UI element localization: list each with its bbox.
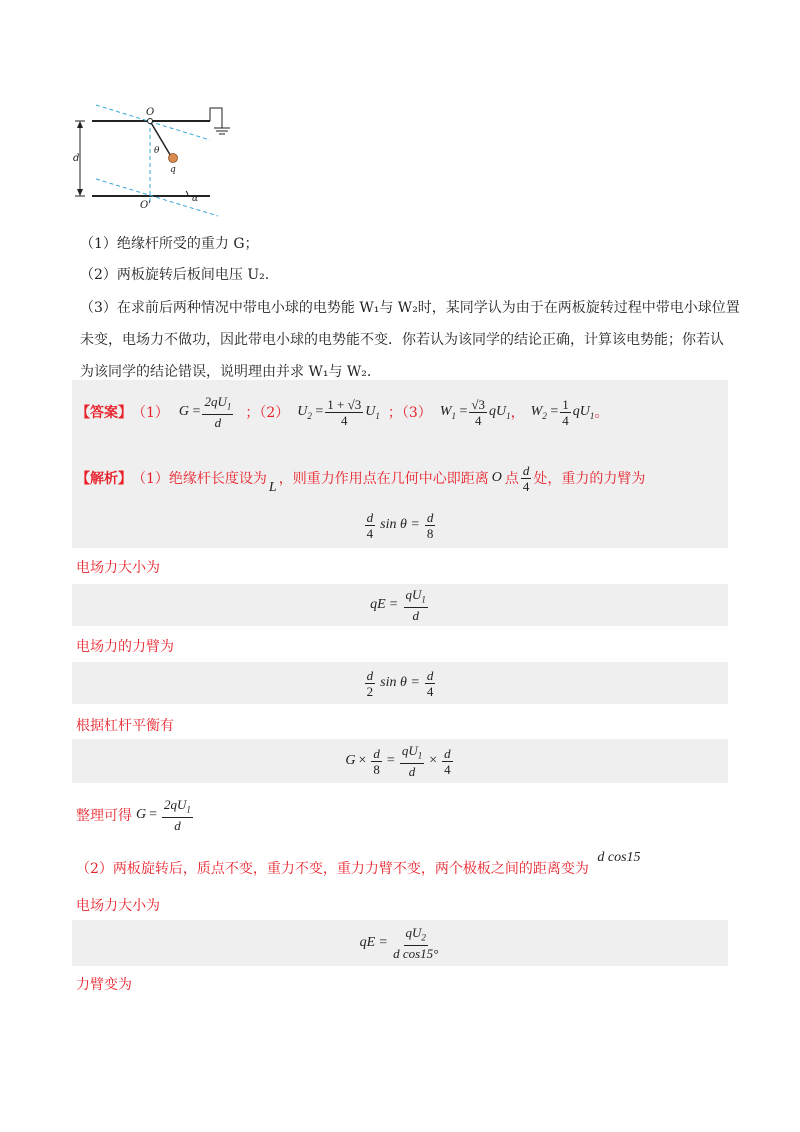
frac-d-4 bbox=[425, 668, 436, 699]
sym-qu: qU bbox=[572, 403, 590, 419]
sin-theta: sin θ = bbox=[380, 675, 420, 690]
sym-l: L bbox=[268, 480, 277, 495]
sym-w: W bbox=[439, 403, 452, 419]
den-4: 4 bbox=[366, 525, 374, 541]
frac-qu1-d bbox=[400, 743, 424, 780]
question-3-line-3: 为该同学的结论错误，说明理由并求 W₁与 W₂. bbox=[80, 364, 372, 380]
den-8: 8 bbox=[426, 525, 434, 541]
answer-sep-3: ；（3） bbox=[387, 405, 432, 421]
den-d: d bbox=[174, 818, 181, 834]
den-4: 4 bbox=[474, 412, 482, 428]
num-qu: qU bbox=[401, 742, 418, 758]
analysis-intro-a: （1）绝缘杆长度设为 bbox=[132, 471, 267, 487]
part-2-line bbox=[76, 850, 641, 877]
equation-qe bbox=[72, 584, 728, 626]
sub-1: 1 bbox=[375, 410, 380, 421]
num-qu: qU bbox=[405, 586, 422, 602]
analysis-intro-c: 点 bbox=[504, 471, 519, 487]
capacitor-diagram bbox=[70, 95, 250, 220]
equation-qe-2 bbox=[72, 920, 728, 966]
sym-times: × bbox=[358, 753, 367, 768]
label-lever-balance: 根据杠杆平衡有 bbox=[76, 718, 174, 734]
sym-eq: = bbox=[459, 403, 468, 419]
sub-2: 2 bbox=[421, 932, 426, 943]
question-3-line-1: （3）在求前后两种情况中带电小球的电势能 W₁与 W₂时，某同学认为由于在两板旋转过程中带电小球位置 bbox=[80, 300, 740, 316]
sym-eq: = bbox=[386, 753, 395, 768]
sub-1: 1 bbox=[186, 804, 191, 815]
frac-qu1-d bbox=[404, 587, 428, 624]
sub-1: 1 bbox=[421, 594, 426, 605]
sym-u: U bbox=[365, 403, 376, 419]
den-d: d bbox=[214, 415, 222, 431]
analysis-intro-b: ，则重力作用点在几何中心即距离 bbox=[278, 471, 489, 487]
num-sqrt3: √3 bbox=[471, 396, 486, 412]
question-3-line-2: 未变，电场力不做功，因此带电小球的电势能不变．你若认为该同学的结论正确，计算该电势能；你若认 bbox=[80, 332, 724, 348]
frac-1-4 bbox=[560, 397, 571, 428]
den-dcos15: d cos15° bbox=[393, 946, 439, 962]
equation-electric-arm bbox=[72, 662, 728, 704]
label-electric-arm: 电场力的力臂为 bbox=[76, 639, 174, 655]
sym-u: U bbox=[297, 403, 308, 419]
frac-d-8 bbox=[371, 746, 382, 777]
label-alpha: α bbox=[192, 194, 199, 204]
frac-2qu1-d bbox=[162, 797, 193, 834]
den-d: d bbox=[412, 608, 419, 624]
answer-w2 bbox=[531, 404, 559, 421]
den-4: 4 bbox=[341, 412, 348, 428]
sym-qu: qU bbox=[489, 403, 507, 419]
den-4: 4 bbox=[444, 761, 451, 777]
answer-tag: 【答案】 bbox=[76, 405, 132, 421]
expr-dcos15: d cos15 bbox=[597, 850, 641, 865]
sub-1: 1 bbox=[226, 401, 232, 412]
sub-1: 1 bbox=[589, 410, 595, 421]
result-line bbox=[76, 795, 195, 835]
sub-2: 2 bbox=[542, 410, 547, 421]
sub-1: 1 bbox=[506, 410, 511, 421]
num-d: d bbox=[444, 745, 451, 761]
sym-eq: = bbox=[315, 403, 324, 419]
den-4: 4 bbox=[562, 412, 569, 428]
frac-d-4 bbox=[442, 746, 453, 777]
answer-line bbox=[76, 392, 608, 432]
sym-g: G bbox=[345, 753, 356, 768]
frac-d-8 bbox=[425, 510, 436, 541]
frac-1sqrt3-4 bbox=[325, 397, 363, 428]
answer-w1 bbox=[440, 404, 468, 421]
label-part-2: （2）两板旋转后，质点不变，重力不变，重力力臂不变，两个极板之间的距离变为 bbox=[76, 861, 589, 877]
frac-qu2-dcos15 bbox=[393, 925, 438, 962]
num-2qu: 2qU bbox=[204, 393, 227, 409]
sym-g: G bbox=[178, 404, 190, 419]
answer-sep-2: ；（2） bbox=[245, 405, 290, 421]
num-d: d bbox=[522, 462, 530, 478]
answer-end: 。 bbox=[594, 405, 609, 421]
label-d: d bbox=[73, 153, 80, 164]
qu1-term bbox=[489, 404, 511, 421]
equation-balance bbox=[72, 739, 728, 783]
sub-1: 1 bbox=[451, 410, 456, 421]
answer-comma: ， bbox=[510, 405, 525, 421]
den-d: d bbox=[408, 764, 416, 780]
question-1: （1）绝缘杆所受的重力 G； bbox=[80, 236, 259, 252]
num-d: d bbox=[426, 509, 434, 525]
frac-sqrt3-4 bbox=[469, 397, 487, 428]
den-4: 4 bbox=[522, 478, 530, 494]
num-2qu: 2qU bbox=[164, 796, 187, 812]
frac-d-4 bbox=[365, 510, 376, 541]
frac-2qu1-d bbox=[202, 394, 233, 431]
sym-qe: qE bbox=[370, 597, 386, 612]
label-theta: θ bbox=[154, 146, 160, 156]
question-2: （2）两板旋转后板间电压 U₂. bbox=[80, 267, 270, 283]
den-8: 8 bbox=[373, 761, 380, 777]
sym-eq: = bbox=[379, 935, 388, 950]
den-4: 4 bbox=[426, 683, 434, 699]
analysis-tag: 【解析】 bbox=[76, 471, 132, 487]
answer-g bbox=[179, 404, 201, 420]
sym-qe: qE bbox=[359, 935, 376, 950]
label-electric-force: 电场力大小为 bbox=[76, 560, 160, 576]
label-o-bottom: O' bbox=[140, 200, 151, 211]
analysis-intro-d: 处，重力的力臂为 bbox=[533, 471, 646, 487]
sin-theta: sin θ = bbox=[380, 517, 420, 532]
num-qu: qU bbox=[405, 924, 422, 940]
label-electric-force-2: 电场力大小为 bbox=[76, 898, 160, 914]
num-d: d bbox=[366, 509, 374, 525]
label-result: 整理可得 bbox=[76, 808, 132, 824]
sym-eq: = bbox=[389, 597, 398, 612]
analysis-intro bbox=[76, 458, 645, 498]
sub-2: 2 bbox=[307, 410, 312, 421]
sym-g: G bbox=[136, 807, 147, 822]
frac-d-2 bbox=[365, 668, 376, 699]
label-o-top: O bbox=[146, 107, 155, 118]
label-arm-change: 力臂变为 bbox=[76, 977, 132, 993]
u1-term bbox=[365, 404, 380, 421]
sym-w: W bbox=[530, 403, 543, 419]
sub-1: 1 bbox=[417, 750, 423, 761]
equation-lever-gravity bbox=[72, 505, 728, 545]
label-q: q bbox=[170, 165, 176, 175]
answer-part-1: （1） bbox=[132, 405, 169, 421]
answer-u2 bbox=[297, 404, 323, 421]
num-1: 1 bbox=[562, 396, 569, 412]
sym-times: × bbox=[429, 753, 438, 768]
num-d: d bbox=[426, 667, 434, 683]
qu1-term bbox=[573, 404, 595, 421]
sym-eq: = bbox=[550, 403, 559, 419]
frac-d-4 bbox=[521, 463, 532, 494]
num-d: d bbox=[373, 745, 380, 761]
sym-eq: = bbox=[192, 404, 201, 419]
sym-eq: = bbox=[149, 807, 158, 822]
num-1-plus-sqrt3: 1 + √3 bbox=[327, 396, 362, 412]
den-2: 2 bbox=[366, 683, 374, 699]
sym-o: O bbox=[491, 470, 502, 485]
num-d: d bbox=[366, 667, 374, 683]
